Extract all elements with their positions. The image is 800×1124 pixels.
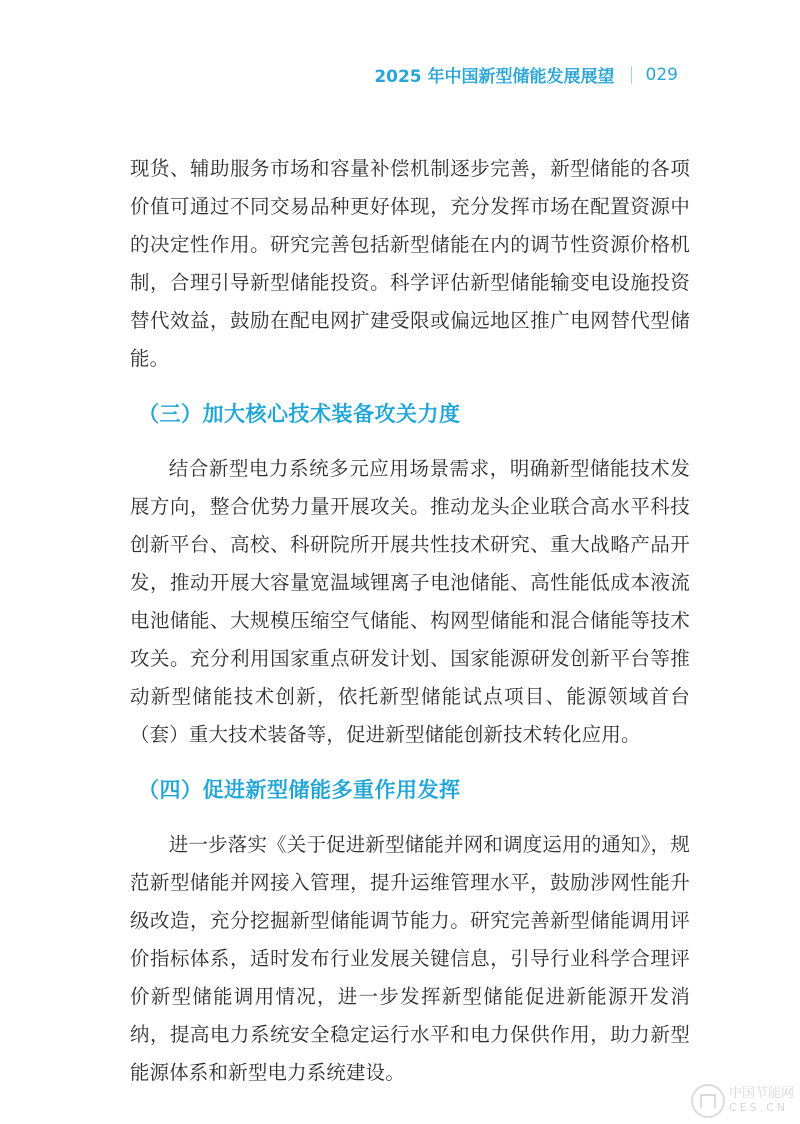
header-title: 2025 年中国新型储能发展展望 (374, 67, 615, 87)
page-number: 029 (645, 64, 678, 85)
watermark-en: CES.CN (728, 1101, 789, 1114)
section-heading-4: （四）促进新型储能多重作用发挥 (138, 778, 461, 802)
intro-paragraph: 现货、辅助服务市场和容量补偿机制逐步完善，新型储能的各项价值可通过不同交易品种更好体现，充分发挥市场在配置资源中的决定性作用。研究完善包括新型储能在内的调节性资源价格机制，合理引导新型储能投资。科学评估新型储能输变电设施投资替代效益，鼓励在配电网扩建受限或偏远地区推广电网替代型储能。 (130, 157, 690, 370)
section-heading-3: （三）加大核心技术装备攻关力度 (138, 402, 461, 426)
page-body (130, 150, 690, 1092)
section-4-paragraph: 进一步落实《关于促进新型储能并网和调度运用的通知》，规范新型储能并网接入管理，提升运维管理水平，鼓励涉网性能升级改造，充分挖掘新型储能调节能力。研究完善新型储能调用评价指标体系，适时发布行业发展关键信息，引导行业科学合理评价新型储能调用情况，进一步发挥新型储能促进新能源开发消纳，提高电力系统安全稳定运行水平和电力保供作用，助力新型能源体系和新型电力系统建设。 (130, 833, 690, 1084)
watermark-logo-icon (691, 1084, 725, 1118)
watermark (691, 1084, 794, 1118)
section-3-paragraph: 结合新型电力系统多元应用场景需求，明确新型储能技术发展方向，整合优势力量开展攻关。推动龙头企业联合高水平科技创新平台、高校、科研院所开展共性技术研究、重大战略产品开发，推动开展大容量宽温域锂离子电池储能、高性能低成本液流电池储能、大规模压缩空气储能、构网型储能和混合储能等技术攻关。充分利用国家重点研发计划、国家能源研发创新平台等推动新型储能技术创新，依托新型储能试点项目、能源领域首台（套）重大技术装备等，促进新型储能创新技术转化应用。 (130, 457, 690, 746)
header-divider (631, 66, 632, 84)
watermark-cn: 中国节能网 (728, 1086, 794, 1101)
running-header (374, 62, 678, 87)
